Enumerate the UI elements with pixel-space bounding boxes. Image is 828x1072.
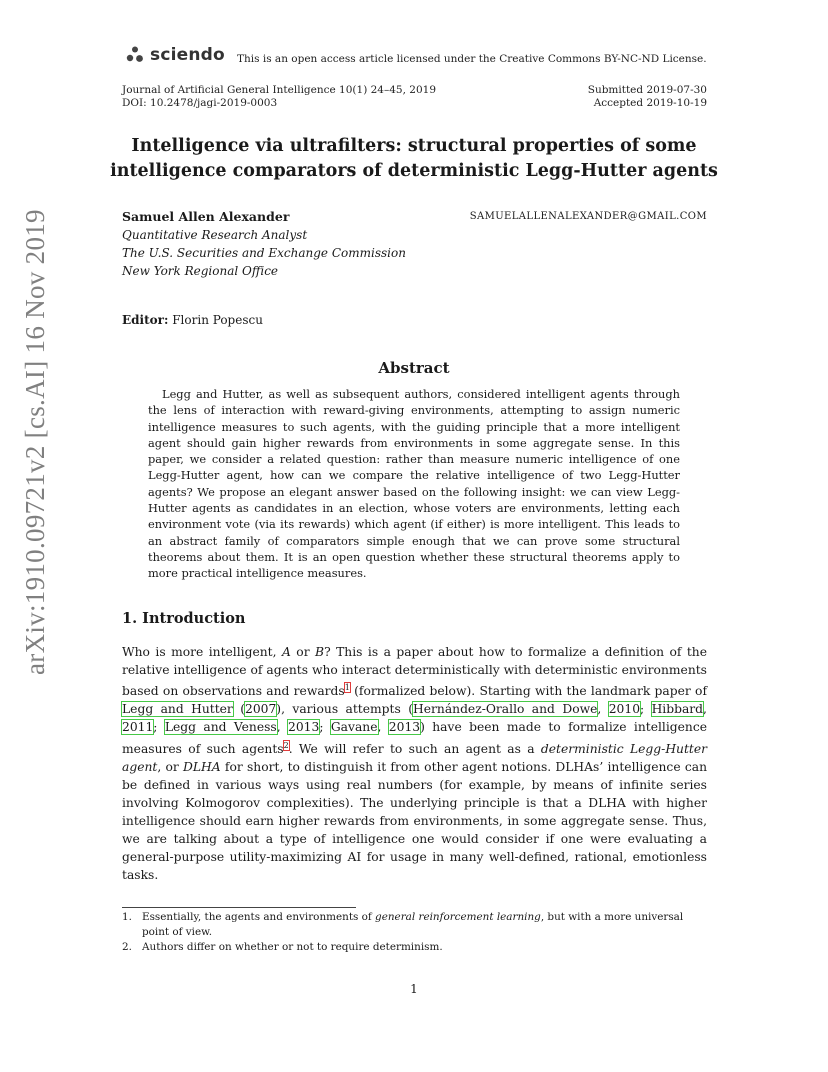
citation-link[interactable]: 2013: [288, 720, 320, 735]
submission-dates: [588, 84, 707, 110]
text-run: . We will refer to such an agent as a: [288, 741, 541, 756]
citation-link[interactable]: 2013: [388, 720, 421, 735]
citation-link[interactable]: Gavane: [330, 720, 378, 735]
affiliation-line: New York Regional Office: [122, 264, 279, 278]
footnote-2: [122, 940, 707, 955]
license-notice: This is an open access article licensed under the Creative Commons BY-NC-ND License.: [237, 53, 707, 65]
affiliation-line: The U.S. Securities and Exchange Commission: [122, 246, 406, 260]
author-email: SAMUELALLENALEXANDER@GMAIL.COM: [469, 211, 707, 222]
title-line-2: intelligence comparators of deterministic Legg-Hutter agents: [110, 161, 718, 181]
citation-link[interactable]: Legg and Hutter: [122, 702, 233, 717]
text-run: (formalized below). Starting with the landmark paper of: [349, 684, 707, 699]
text-run: for short, to distinguish it from other agent notions. DLHAs’ intelligence can be defined in various ways using real numbers (for example, by means of infinite series involving Kolmogorov complexities). The underlying principle is that a DLHA with higher intelligence should earn higher rewards from environments, in some aggregate sense. Thus, we are talking about a type of intelligence one would consider if one were evaluating a general-purpose utility-maximizing AI for usage in many well-defined, rational, emotionless tasks.: [122, 759, 707, 883]
text-run: ,: [703, 702, 707, 717]
affiliation-line: Quantitative Research Analyst: [122, 228, 308, 242]
footnotes: [122, 910, 707, 955]
logo-text: sciendo: [150, 45, 225, 65]
text-run: or: [290, 645, 316, 659]
citation-link[interactable]: 2011: [122, 720, 154, 735]
publisher-logo: [126, 45, 225, 65]
sciendo-logo-icon: [126, 46, 144, 64]
text-run: ,: [597, 702, 609, 717]
text-run: ) have been made to formalize intelligence measures of such agents: [122, 720, 707, 756]
variable-a: A: [281, 645, 291, 659]
text-run: ,: [377, 720, 389, 735]
footnote-number: 2.: [122, 941, 132, 953]
editor-label: Editor:: [122, 313, 169, 327]
editor-line: [122, 313, 263, 327]
text-run: ;: [640, 702, 652, 717]
footnote-ref-1[interactable]: 1: [344, 683, 350, 693]
citation-link[interactable]: Hernández-Orallo and Dowe: [413, 702, 598, 717]
title-line-1: Intelligence via ultrafilters: structural properties of some: [131, 136, 697, 156]
submitted-date: Submitted 2019-07-30: [587, 84, 707, 96]
citation-link[interactable]: Legg and Veness: [164, 720, 277, 735]
text-run: ,: [276, 720, 289, 735]
footnote-1: [122, 910, 707, 940]
paper-title: [110, 134, 718, 184]
text-run: Essentially, the agents and environments of: [142, 911, 376, 923]
text-run: , but with a more universal point of view.: [142, 911, 684, 938]
page-number: 1: [410, 982, 418, 996]
variable-b: B: [315, 645, 325, 659]
text-run: Who is more intelligent,: [122, 645, 282, 659]
editor-name: Florin Popescu: [172, 313, 263, 327]
text-run: ), various attempts (: [276, 702, 414, 717]
journal-citation: Journal of Artificial General Intelligence 10(1) 24–45, 2019: [122, 84, 436, 96]
citation-link[interactable]: 2010: [608, 702, 641, 717]
footnote-text: Authors differ on whether or not to require determinism.: [142, 941, 443, 953]
arxiv-stamp: arXiv:1910.09721v2 [cs.AI] 16 Nov 2019: [20, 209, 50, 675]
emphasis-term: DLHA: [183, 759, 221, 774]
introduction-paragraph: [122, 643, 707, 884]
footnote-text: [142, 910, 707, 940]
text-run: (: [232, 702, 245, 717]
emphasis-term: deterministic Legg-Hutter agent: [122, 741, 708, 774]
abstract-text: Legg and Hutter, as well as subsequent authors, considered intelligent agents through the lens of interaction with reward-giving environments, attempting to assign numeric intelligence measures to such agents, with the guiding principle that a more intelligent agent should gain higher rewards from environments in some aggregate sense. In this paper, we consider a related question: rather than measure numeric intelligence of one Legg-Hutter agent, how can we compare the relative intelligence of two Legg-Hutter agents? We propose an elegant answer based on the following insight: we can view Legg-Hutter agents as candidates in an election, whose voters are environments, letting each environment vote (via its rewards) which agent (if either) is more intelligent. This leads to an abstract family of comparators simple enough that we can prove some structural theorems about them. It is an open question whether these structural theorems apply to more practical intelligence measures.: [148, 387, 680, 581]
section-heading-introduction: 1. Introduction: [122, 610, 246, 627]
abstract-heading: Abstract: [378, 359, 450, 377]
text-run: ? This is a paper about how to formalize a definition of the relative intelligence of agents who interact deterministically with deterministic environments based on observations and rewards: [122, 645, 707, 699]
citation-link[interactable]: Hibbard: [651, 702, 704, 717]
journal-info: [122, 84, 436, 110]
footnote-ref-2[interactable]: 2: [283, 740, 289, 750]
footnote-number: 1.: [122, 911, 132, 923]
text-run: ;: [319, 720, 331, 735]
footnote-divider: [122, 907, 356, 908]
citation-link[interactable]: 2007: [245, 702, 277, 717]
text-run: , or: [157, 759, 184, 774]
accepted-date: Accepted 2019-10-19: [593, 97, 707, 109]
emphasis-term: general reinforcement learning: [375, 911, 541, 923]
author-name: Samuel Allen Alexander: [122, 209, 290, 224]
text-run: ;: [153, 720, 165, 735]
doi: DOI: 10.2478/jagi-2019-0003: [122, 97, 278, 109]
